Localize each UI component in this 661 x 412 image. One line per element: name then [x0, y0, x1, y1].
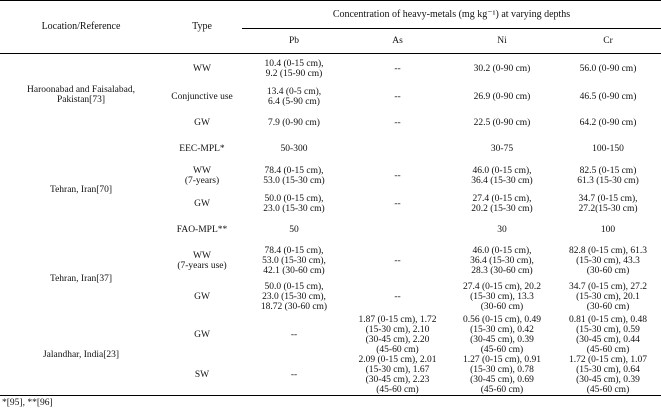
cell-line: (45-60 cm): [586, 384, 630, 395]
cell-line: 100-150: [592, 143, 624, 154]
ni-cell: [449, 218, 555, 243]
metal-header-ni: Ni: [449, 29, 555, 54]
type-line: WW: [193, 250, 211, 261]
type-cell: [162, 84, 242, 110]
cell-line: 18.72 (30-60 cm): [260, 301, 328, 312]
cell-line: (15-30 cm), 1.67: [365, 364, 430, 375]
table-row: [0, 315, 661, 355]
cell-line: 7.9 (0-90 cm): [268, 117, 320, 128]
type-line: GW: [194, 291, 210, 302]
cr-cell: [555, 136, 661, 162]
cr-cell: [555, 54, 661, 84]
pb-cell: [242, 54, 346, 84]
ni-cell: [449, 110, 555, 136]
as-cell: [346, 191, 449, 218]
as-cell: [346, 218, 449, 243]
cell-line: 50.0 (0-15 cm),: [264, 194, 324, 204]
table-row: [0, 136, 661, 162]
as-cell: [346, 355, 449, 396]
concentration-header: Concentration of heavy-metals (mg kg⁻¹) at varying depths: [242, 1, 661, 29]
cell-line: (30-60 cm): [586, 265, 630, 276]
cell-line: 61.3 (15-30 cm): [577, 176, 639, 186]
footnote: *[95], **[96]: [2, 398, 53, 408]
cell-line: (30-45 cm), 2.23: [365, 374, 430, 385]
cr-cell: [555, 84, 661, 110]
cell-line: 50.0 (0-15 cm),: [264, 281, 324, 292]
cell-line: --: [394, 63, 401, 74]
cell-line: 10.4 (0-15 cm),: [264, 58, 324, 69]
ni-cell: [449, 162, 555, 191]
pb-cell: [242, 136, 346, 162]
ni-cell: [449, 54, 555, 84]
cr-cell: [555, 355, 661, 396]
ni-cell: [449, 136, 555, 162]
cell-line: 42.1 (30-60 cm): [263, 265, 325, 276]
cell-line: (30-45 cm), 0.39: [576, 374, 640, 385]
cell-line: 27.4 (0-15 cm), 20.2: [462, 281, 542, 292]
cell-line: 13.4 (0-5 cm),: [266, 86, 322, 97]
type-cell: [162, 162, 242, 191]
ni-cell: [449, 279, 555, 315]
pb-cell: [242, 110, 346, 136]
cell-line: --: [394, 199, 401, 209]
cell-line: 82.5 (0-15 cm): [579, 166, 637, 176]
cell-line: (30-45 cm), 0.44: [576, 334, 640, 345]
cell-line: (45-60 cm): [376, 384, 419, 395]
table-row: [0, 218, 661, 243]
cell-line: 78.4 (0-15 cm),: [264, 245, 324, 256]
cell-line: 53.0 (15-30 cm): [263, 176, 325, 186]
type-cell: [162, 218, 242, 243]
location-cell: Haroonabad and Faisalabad, Pakistan[73]: [27, 84, 135, 105]
cell-line: 1.27 (0-15 cm), 0.91: [462, 354, 542, 365]
pb-cell: [242, 191, 346, 218]
cell-line: 34.7 (0-15 cm), 27.2: [568, 281, 648, 292]
cell-line: 46.5 (0-90 cm): [579, 91, 637, 102]
cell-line: (15-30 cm), 13.3: [470, 291, 534, 302]
pb-cell: [242, 243, 346, 279]
type-cell: [162, 110, 242, 136]
ni-cell: [449, 355, 555, 396]
cell-line: 1.87 (0-15 cm), 1.72: [358, 314, 437, 325]
table-row: [0, 243, 661, 279]
ni-cell: [449, 315, 555, 355]
as-cell: [346, 243, 449, 279]
cell-line: 64.2 (0-90 cm): [579, 117, 637, 128]
pb-cell: [242, 355, 346, 396]
cr-cell: [555, 191, 661, 218]
cr-cell: [555, 315, 661, 355]
pb-cell: [242, 315, 346, 355]
cell-line: 36.4 (15-30 cm),: [470, 255, 534, 266]
cell-line: 27.2(15-30 cm): [578, 204, 638, 214]
metal-header-as: As: [346, 29, 449, 54]
pb-cell: [242, 162, 346, 191]
cell-line: (30-45 cm), 0.69: [470, 374, 534, 385]
pb-cell: [242, 84, 346, 110]
cell-line: 78.4 (0-15 cm),: [264, 166, 324, 176]
table-row: [0, 54, 661, 84]
cell-line: (45-60 cm): [480, 384, 524, 395]
metal-header-pb: Pb: [242, 29, 346, 54]
type-line: Conjunctive use: [171, 91, 233, 102]
metal-header-cr: Cr: [555, 29, 661, 54]
cell-line: (15-30 cm), 0.78: [470, 364, 534, 375]
type-line: WW: [193, 63, 211, 74]
ni-cell: [449, 191, 555, 218]
location-cell: Tehran, Iran[37]: [49, 273, 113, 284]
table-body: [0, 54, 661, 396]
cr-cell: [555, 279, 661, 315]
cell-line: 36.4 (15-30 cm): [471, 176, 533, 186]
cell-line: --: [394, 255, 401, 266]
pb-cell: [242, 218, 346, 243]
type-line: WW: [193, 166, 211, 176]
cell-line: 50: [289, 225, 299, 235]
cell-line: (45-60 cm): [586, 344, 630, 355]
cell-line: (15-30 cm), 0.64: [576, 364, 640, 375]
as-cell: [346, 84, 449, 110]
as-cell: [346, 136, 449, 162]
cell-line: 2.09 (0-15 cm), 2.01: [358, 354, 437, 365]
cell-line: --: [394, 171, 401, 181]
cell-line: 0.81 (0-15 cm), 0.48: [568, 314, 648, 325]
cell-line: (30-60 cm): [480, 301, 524, 312]
type-line: GW: [194, 199, 210, 209]
cell-line: (15-30 cm), 0.59: [576, 324, 640, 335]
as-cell: [346, 315, 449, 355]
cell-line: 9.2 (15-90 cm): [265, 68, 323, 79]
cell-line: 100: [600, 225, 616, 235]
type-cell: [162, 136, 242, 162]
as-cell: [346, 279, 449, 315]
type-cell: [162, 243, 242, 279]
cell-line: (30-60 cm): [586, 301, 630, 312]
type-cell: [162, 279, 242, 315]
type-line: FAO-MPL**: [176, 225, 228, 235]
location-cell: Tehran, Iran[70]: [49, 184, 113, 195]
cell-line: 23.0 (15-30 cm): [263, 204, 325, 214]
as-cell: [346, 110, 449, 136]
cell-line: (15-30 cm), 2.10: [365, 324, 430, 335]
type-header: Type: [162, 1, 242, 54]
cell-line: 22.5 (0-90 cm): [473, 117, 531, 128]
cell-line: --: [394, 91, 401, 102]
cell-line: 6.4 (5-90 cm): [268, 96, 320, 107]
cell-line: (45-60 cm): [480, 344, 524, 355]
cell-line: (45-60 cm): [376, 344, 419, 355]
cell-line: (30-45 cm), 0.39: [470, 334, 534, 345]
cell-line: 46.0 (0-15 cm),: [472, 245, 532, 256]
cr-cell: [555, 243, 661, 279]
type-line: GW: [194, 117, 210, 128]
type-line: EEC-MPL*: [179, 143, 225, 154]
type-cell: [162, 191, 242, 218]
table-row: [0, 162, 661, 191]
cell-line: (15-30 cm), 43.3: [576, 255, 640, 266]
cell-line: 50-300: [280, 143, 308, 154]
cell-line: --: [394, 117, 401, 128]
cr-cell: [555, 218, 661, 243]
cell-line: (15-30 cm), 0.42: [470, 324, 534, 335]
cr-cell: [555, 110, 661, 136]
cell-line: 30-75: [490, 143, 514, 154]
type-line: (7-years): [184, 176, 220, 186]
cell-line: (15-30 cm), 20.1: [576, 291, 640, 302]
cell-line: 1.72 (0-15 cm), 1.07: [568, 354, 648, 365]
cell-line: 28.3 (30-60 cm): [471, 265, 533, 276]
location-cell: Jalandhar, India[23]: [0, 315, 162, 396]
cell-line: 82.8 (0-15 cm), 61.3: [568, 245, 648, 256]
cell-line: (30-45 cm), 2.20: [365, 334, 430, 345]
location-cell: [0, 218, 162, 243]
cell-line: --: [290, 369, 298, 380]
cell-line: 34.7 (0-15 cm),: [578, 194, 638, 204]
cell-line: 0.56 (0-15 cm), 0.49: [462, 314, 542, 325]
location-header: Location/Reference: [0, 1, 162, 54]
type-line: GW: [194, 329, 210, 340]
cr-cell: [555, 162, 661, 191]
type-cell: [162, 315, 242, 355]
cell-line: 46.0 (0-15 cm),: [472, 166, 532, 176]
as-cell: [346, 54, 449, 84]
cell-line: --: [290, 329, 298, 340]
type-line: (7-years use): [177, 260, 227, 271]
cell-line: 26.9 (0-90 cm): [473, 91, 531, 102]
pb-cell: [242, 279, 346, 315]
ni-cell: [449, 84, 555, 110]
cell-line: 27.4 (0-15 cm),: [472, 194, 532, 204]
as-cell: [346, 162, 449, 191]
location-cell: [0, 136, 162, 162]
cell-line: 23.0 (15-30 cm),: [262, 291, 326, 302]
cell-line: 53.0 (15-30 cm),: [262, 255, 326, 266]
type-cell: [162, 54, 242, 84]
type-line: SW: [194, 369, 210, 380]
cell-line: 56.0 (0-90 cm): [579, 63, 637, 74]
cell-line: 30.2 (0-90 cm): [473, 63, 531, 74]
type-cell: [162, 355, 242, 396]
cell-line: --: [394, 291, 401, 302]
cell-line: 20.2 (15-30 cm): [471, 204, 533, 214]
cell-line: 30: [497, 225, 507, 235]
ni-cell: [449, 243, 555, 279]
